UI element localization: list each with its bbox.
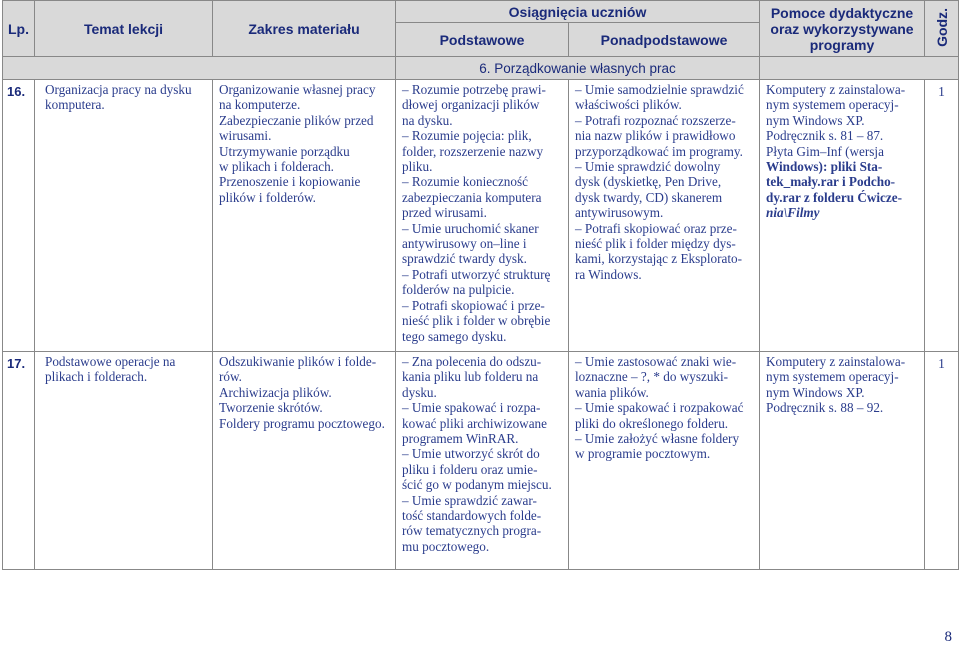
scope-line: wirusami. [219, 128, 272, 144]
scope-line: Foldery programu pocztowego. [219, 415, 385, 431]
row-basic [396, 80, 569, 352]
table-row [3, 352, 959, 570]
basic-line: antywirusowy on–line i [402, 236, 527, 252]
advanced-line: antywirusowym. [575, 205, 664, 221]
basic-line: – Rozumie potrzebę prawi- [402, 82, 546, 97]
basic-line: – Umie uruchomić skaner [402, 220, 539, 236]
advanced-line: przyporządkować im programy. [575, 143, 743, 159]
advanced-line: nieść plik i folder między dys- [575, 236, 736, 252]
advanced-line: kami, korzystając z Eksplorato- [575, 251, 742, 267]
advanced-line: nia nazw plików i prawidłowo [575, 128, 736, 144]
basic-line: – Potrafi utworzyć strukturę [402, 266, 551, 282]
basic-line: – Umie utworzyć skrót do [402, 446, 540, 462]
advanced-line: – Umie samodzielnie sprawdzić [575, 82, 744, 97]
row-aids [760, 80, 925, 352]
aids-line: Podręcznik s. 81 – 87. [766, 128, 884, 144]
basic-line: – Umie sprawdzić zawar- [402, 492, 537, 508]
section-spacer [3, 57, 396, 80]
basic-line: pliku i folderu oraz umie- [402, 461, 538, 477]
header-achievements: Osiągnięcia uczniów [396, 1, 760, 23]
scope-line: Odszukiwanie plików i folde- [219, 354, 377, 369]
basic-line: tość standardowych folde- [402, 508, 542, 524]
row-hours: 1 [925, 80, 959, 352]
header-topic: Temat lekcji [35, 1, 213, 57]
table-row [3, 80, 959, 352]
header-basic: Podstawowe [396, 23, 569, 57]
advanced-line: pliki do określonego folderu. [575, 415, 729, 431]
row-topic: Organizacja pracy na dysku komputera. [35, 80, 213, 352]
header-aids: Pomoce dydaktyczne oraz wykorzystywane programy [760, 1, 925, 57]
advanced-line: właściwości plików. [575, 97, 682, 113]
basic-line: folderów na pulpicie. [402, 282, 515, 298]
basic-line: kania pliku lub folderu na [402, 369, 539, 385]
scope-line: rów. [219, 369, 242, 385]
aids-line: tek_mały.rar i Podcho- [766, 174, 896, 190]
advanced-line: – Potrafi rozpoznać rozszerze- [575, 112, 736, 128]
row-lp: 17. [3, 352, 35, 570]
scope-line: Przenoszenie i kopiowanie [219, 174, 361, 190]
header-hours: Godz. [933, 7, 950, 47]
curriculum-table [2, 0, 959, 570]
row-scope [213, 352, 396, 570]
basic-line: sprawdzić twardy dysk. [402, 251, 527, 267]
scope-line: w plikach i folderach. [219, 159, 334, 175]
basic-line: – Rozumie konieczność [402, 174, 528, 190]
section-spacer-right [760, 57, 959, 80]
aids-line: Podręcznik s. 88 – 92. [766, 400, 884, 416]
basic-line: folder, rozszerzenie nazwy [402, 143, 544, 159]
advanced-line: – Potrafi skopiować oraz prze- [575, 220, 737, 236]
aids-line: nym systemem operacyj- [766, 97, 899, 113]
advanced-line: wania plików. [575, 384, 649, 400]
basic-line: tego samego dysku. [402, 328, 507, 344]
aids-line: Komputery z zainstalowa- [766, 354, 906, 369]
aids-line: nym Windows XP. [766, 384, 865, 400]
header-scope: Zakres materiału [213, 1, 396, 57]
advanced-line: – Umie zastosować znaki wie- [575, 354, 737, 369]
aids-line: Komputery z zainstalowa- [766, 82, 906, 97]
basic-line: przed wirusami. [402, 205, 487, 221]
scope-line: Zabezpieczanie plików przed [219, 112, 374, 128]
aids-line: nia\Filmy [766, 205, 820, 221]
advanced-line: – Umie spakować i rozpakować [575, 400, 744, 416]
header-lp: Lp. [3, 1, 35, 57]
basic-line: kować pliki archiwizowane [402, 415, 548, 431]
basic-line: programem WinRAR. [402, 431, 519, 447]
basic-line: na dysku. [402, 112, 453, 128]
row-basic [396, 352, 569, 570]
aids-line: nym systemem operacyj- [766, 369, 899, 385]
row-lp: 16. [3, 80, 35, 352]
scope-line: plików i folderów. [219, 189, 316, 205]
basic-line: rów tematycznych progra- [402, 523, 542, 539]
header-hours-cell [925, 1, 959, 57]
section-title: 6. Porządkowanie własnych prac [396, 57, 760, 80]
row-topic: Podstawowe operacje na plikach i folderach. [35, 352, 213, 570]
row-advanced [569, 80, 760, 352]
advanced-line: loznaczne – ?, * do wyszuki- [575, 369, 729, 385]
header-advanced: Ponadpodstawowe [569, 23, 760, 57]
basic-line: nieść plik i folder w obrębie [402, 313, 551, 329]
basic-line: dysku. [402, 384, 437, 400]
scope-line: Utrzymywanie porządku [219, 143, 350, 159]
basic-line: zabezpieczania komputera [402, 189, 542, 205]
basic-line: – Umie spakować i rozpa- [402, 400, 541, 416]
advanced-line: ra Windows. [575, 266, 642, 282]
page-number: 8 [944, 629, 952, 645]
row-hours: 1 [925, 352, 959, 570]
aids-line: Płyta Gim–Inf (wersja [766, 143, 884, 159]
aids-line: dy.rar z folderu Ćwicze- [766, 189, 903, 205]
basic-line: – Rozumie pojęcia: plik, [402, 128, 532, 144]
scope-line: Archiwizacja plików. [219, 384, 332, 400]
advanced-line: dysk twardy, CD) skanerem [575, 189, 723, 205]
basic-line: pliku. [402, 159, 433, 175]
advanced-line: dysk (dyskietkę, Pen Drive, [575, 174, 722, 190]
row-scope [213, 80, 396, 352]
basic-line: – Potrafi skopiować i prze- [402, 297, 545, 313]
scope-line: Tworzenie skrótów. [219, 400, 323, 416]
basic-line: – Zna polecenia do odszu- [402, 354, 542, 369]
advanced-line: – Umie sprawdzić dowolny [575, 159, 721, 175]
basic-line: mu pocztowego. [402, 538, 490, 554]
row-aids [760, 352, 925, 570]
scope-line: Organizowanie własnej pracy [219, 82, 376, 97]
row-advanced [569, 352, 760, 570]
basic-line: dłowej organizacji plików [402, 97, 540, 113]
advanced-line: w programie pocztowym. [575, 446, 711, 462]
basic-line: ścić go w podanym miejscu. [402, 477, 552, 493]
aids-line: Windows): pliki Sta- [766, 159, 883, 175]
aids-line: nym Windows XP. [766, 112, 865, 128]
scope-line: na komputerze. [219, 97, 301, 113]
advanced-line: – Umie założyć własne foldery [575, 431, 740, 447]
